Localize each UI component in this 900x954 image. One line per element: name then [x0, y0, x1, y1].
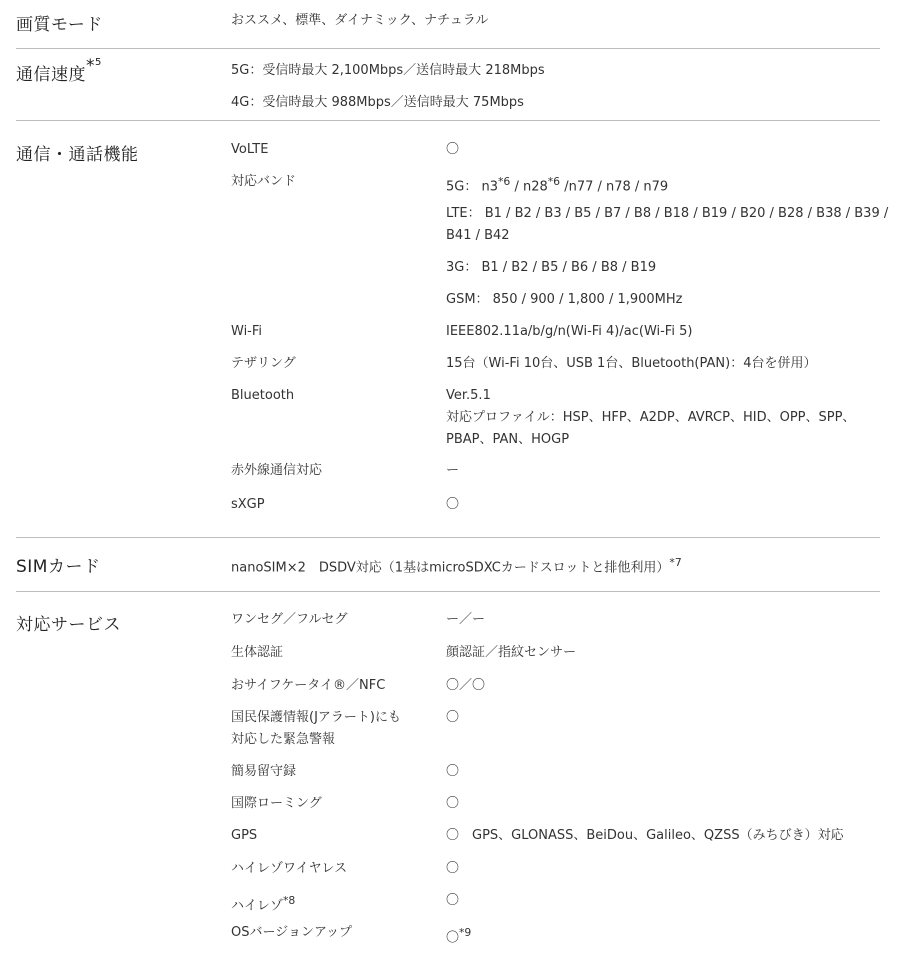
bluetooth-profile-line-2: PBAP、PAN、HOGP — [446, 432, 570, 447]
band-5g-note-2: *6 — [547, 175, 561, 188]
service-value-gps: 〇 GPS、GLONASS、BeiDou、Galileo、QZSS（みちびき）対応 — [446, 828, 844, 843]
service-value-os-update-note: *9 — [459, 926, 472, 939]
service-value-oneseg: ー／ー — [446, 612, 486, 627]
bluetooth-version: Ver.5.1 — [446, 388, 491, 403]
services-header: 対応サービス — [16, 615, 121, 635]
service-label-biometric: 生体認証 — [231, 645, 284, 660]
sxgp-label: sXGP — [231, 497, 265, 512]
service-label-voicemail: 簡易留守録 — [231, 764, 297, 779]
service-value-jalert: 〇 — [446, 710, 460, 725]
band-5g — [446, 171, 668, 198]
band-5g-note-1: *6 — [498, 175, 511, 188]
service-label-jalert-1: 国民保護情報(Jアラート)にも — [231, 710, 401, 725]
service-value-hires-wireless: 〇 — [446, 861, 460, 876]
service-label-oneseg: ワンセグ／フルセグ — [231, 612, 348, 627]
band-label: 対応バンド — [231, 174, 297, 189]
speed-note-star: * — [86, 56, 95, 76]
comm-header: 通信・通話機能 — [16, 145, 139, 165]
service-value-os-update — [446, 922, 471, 949]
sim-header: SIMカード — [16, 557, 101, 577]
tethering-label: テザリング — [231, 356, 296, 371]
band-lte-line-2: B41 / B42 — [446, 228, 510, 243]
wifi-value: IEEE802.11a/b/g/n(Wi-Fi 4)/ac(Wi-Fi 5) — [446, 324, 693, 339]
service-value-roaming: 〇 — [446, 796, 460, 811]
service-label-hires — [231, 890, 295, 917]
tethering-value: 15台（Wi-Fi 10台、USB 1台、Bluetooth(PAN)：4台を併用） — [446, 356, 817, 371]
speed-header — [16, 56, 102, 85]
service-value-osaifu: 〇／〇 — [446, 678, 486, 693]
sim-note: *7 — [669, 556, 682, 569]
speed-note-number: 5 — [95, 57, 102, 68]
divider — [16, 120, 880, 121]
service-label-roaming: 国際ローミング — [231, 796, 322, 811]
sim-value — [231, 552, 682, 579]
sxgp-value: 〇 — [446, 497, 460, 512]
band-gsm: GSM： 850 / 900 / 1,800 / 1,900MHz — [446, 292, 683, 307]
service-label-osaifu: おサイフケータイ®／NFC — [231, 678, 386, 693]
service-label-hires-text: ハイレゾ — [231, 898, 284, 914]
band-3g: 3G： B1 / B2 / B5 / B6 / B8 / B19 — [446, 260, 657, 275]
service-label-os-update: OSバージョンアップ — [231, 925, 353, 940]
divider — [16, 537, 880, 538]
divider — [16, 591, 880, 592]
bluetooth-profile-line-1: 対応プロファイル：HSP、HFP、A2DP、AVRCP、HID、OPP、SPP、 — [446, 410, 856, 425]
infrared-label: 赤外線通信対応 — [231, 463, 323, 478]
service-value-voicemail: 〇 — [446, 764, 460, 779]
speed-5g: 5G：受信時最大 2,100Mbps／送信時最大 218Mbps — [231, 63, 545, 78]
volte-value: 〇 — [446, 142, 460, 157]
service-label-hires-note: *8 — [283, 894, 296, 907]
wifi-label: Wi-Fi — [231, 324, 263, 339]
band-lte-line-1: LTE： B1 / B2 / B3 / B5 / B7 / B8 / B18 / B19 / B20 / B28 / B38 / B39 / — [446, 206, 889, 221]
bluetooth-label: Bluetooth — [231, 388, 295, 403]
volte-label: VoLTE — [231, 142, 269, 157]
service-value-os-update-text: 〇 — [446, 930, 460, 946]
service-label-jalert-2: 対応した緊急警報 — [231, 732, 336, 747]
divider — [16, 48, 880, 49]
speed-4g: 4G：受信時最大 988Mbps／送信時最大 75Mbps — [231, 95, 524, 110]
infrared-value: ー — [446, 463, 460, 478]
band-5g-a: 5G： n3 — [446, 179, 498, 195]
band-5g-c: /n77 / n78 / n79 — [560, 179, 669, 195]
service-label-gps: GPS — [231, 828, 258, 843]
display-mode-value: おススメ、標準、ダイナミック、ナチュラル — [231, 13, 489, 28]
service-value-biometric: 顔認証／指紋センサー — [446, 645, 577, 660]
service-label-hires-wireless: ハイレゾワイヤレス — [231, 861, 348, 876]
speed-header-label: 通信速度 — [16, 65, 86, 85]
band-5g-b: / n28 — [510, 179, 548, 195]
display-mode-header: 画質モード — [16, 15, 103, 35]
sim-value-text: nanoSIM×2 DSDV対応（1基はmicroSDXCカードスロットと排他利用） — [231, 560, 670, 576]
service-value-hires: 〇 — [446, 893, 460, 908]
